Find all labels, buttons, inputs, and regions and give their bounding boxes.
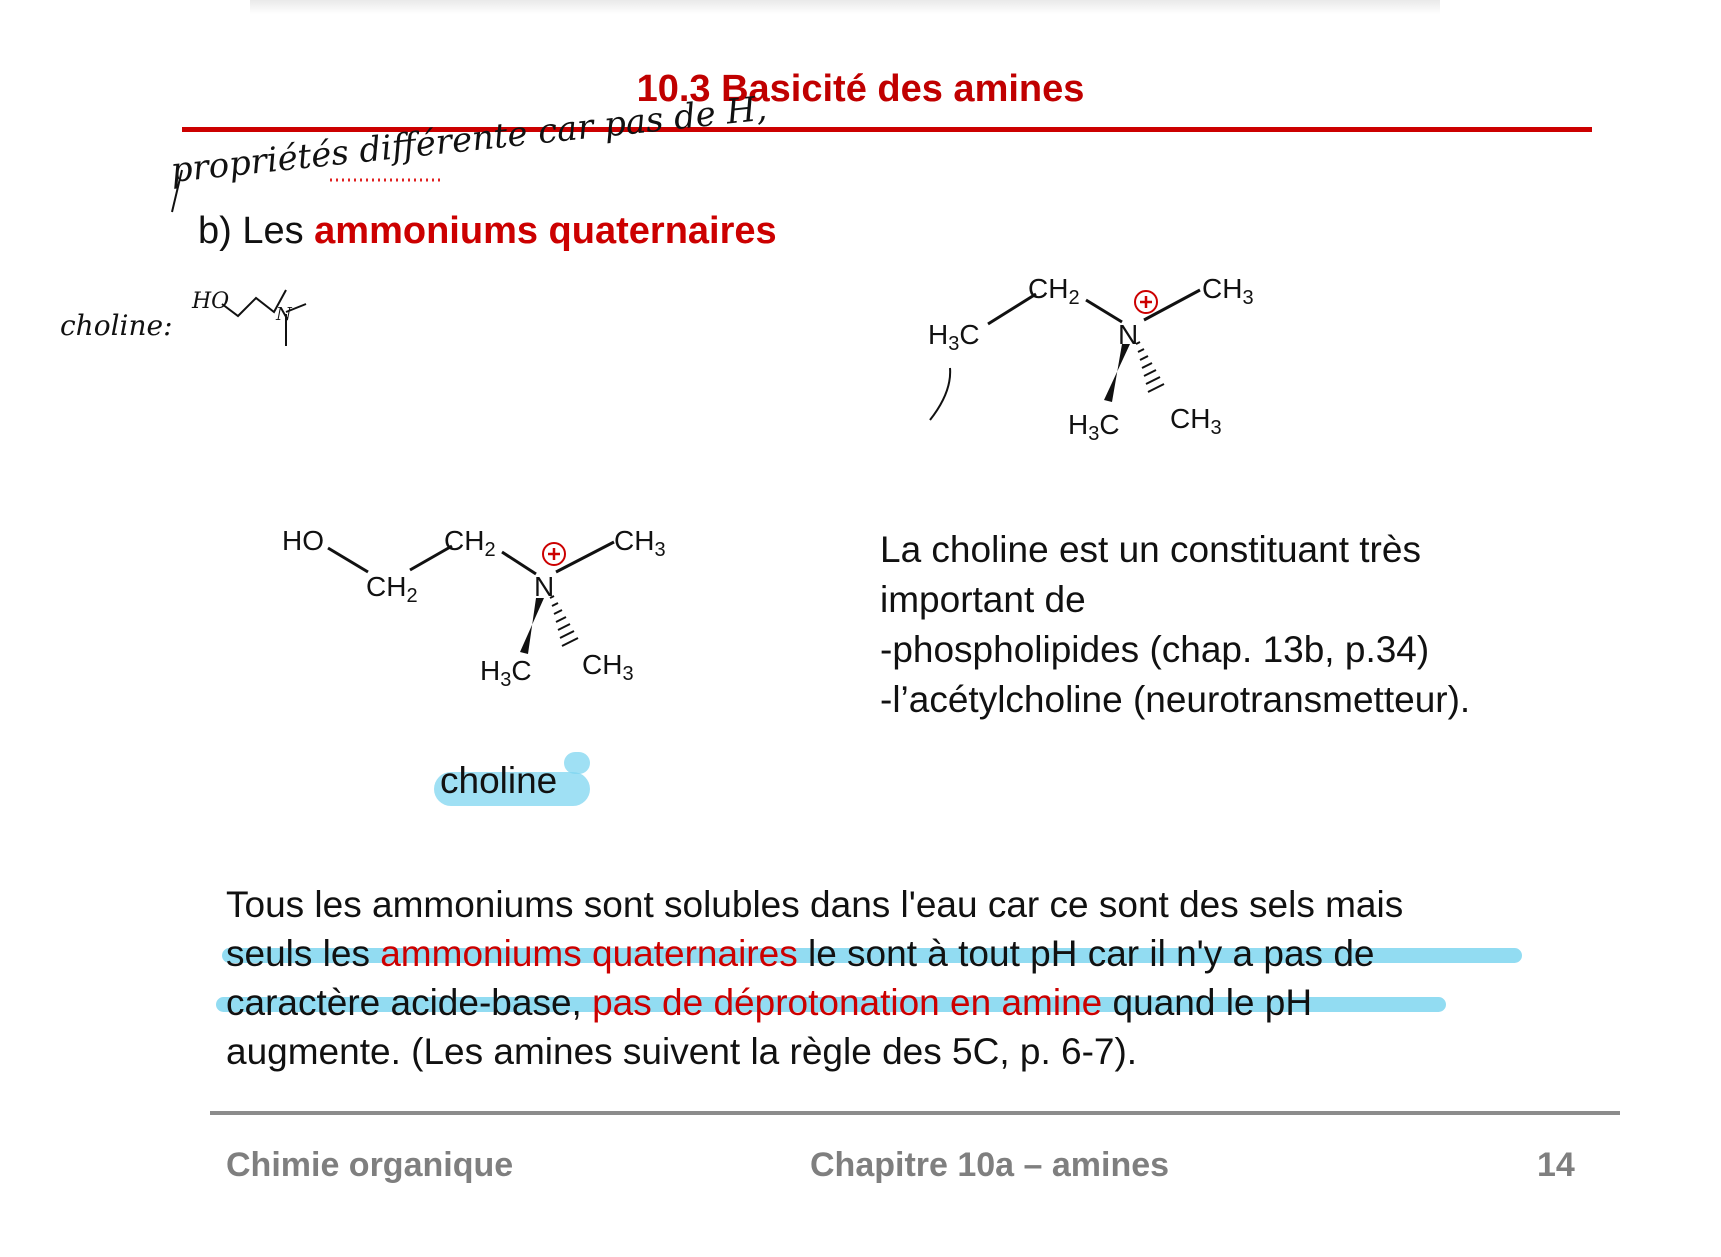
handwritten-note (160, 88, 769, 220)
choline-label: choline (440, 760, 558, 801)
svg-text:CH3: $CH_3$ (1202, 273, 1254, 309)
svg-text:N: N (276, 304, 292, 325)
svg-text:H3C: $H_3C$ (1068, 409, 1120, 445)
paragraph-line: Tous les ammoniums sont solubles dans l'eau car ce sont des sels mais (226, 884, 1404, 925)
red-emphasis: pas de déprotonation en amine (592, 982, 1103, 1023)
choline-highlight-blob (564, 752, 590, 774)
paragraph-line: augmente. (Les amines suivent la règle des 5C, p. 6-7). (226, 1031, 1138, 1072)
svg-text:CH2: $CH_2$ (1028, 273, 1080, 309)
svg-text:CH2: $CH_2$ (366, 571, 418, 607)
footer-chapter: Chapitre 10a – amines (810, 1146, 1170, 1184)
choline-structure (270, 518, 690, 708)
page-number: 14 (1537, 1146, 1575, 1184)
slide-title: 10.3 Basicité des amines (636, 68, 1085, 110)
svg-text:CH2: $CH_2$ (444, 525, 496, 561)
svg-text:H3C: $H_3C$ (480, 655, 532, 691)
footer-course: Chimie organique (226, 1146, 514, 1184)
quaternary-ammonium-structure (900, 260, 1300, 460)
svg-text:CH3: $CH_3$ (582, 649, 634, 685)
handwritten-choline-label: choline: (60, 309, 173, 342)
choline-description-line: La choline est un constituant très (880, 529, 1421, 570)
svg-text:H3C: $H_3C$ (928, 319, 980, 355)
svg-text:N: N (1118, 319, 1139, 350)
handwritten-note-text: propriétés différente car pas de H, (168, 88, 769, 191)
svg-text:CH3: $CH_3$ (614, 525, 666, 561)
red-emphasis: ammoniums quaternaires (380, 933, 798, 974)
footer-divider (210, 1111, 1620, 1115)
handwritten-choline-sketch (60, 280, 340, 360)
paragraph-line: caractère acide-base, pas de déprotonation en amine quand le pH (226, 982, 1313, 1023)
svg-text:HO: HO (282, 525, 324, 556)
solubility-paragraph (226, 880, 1403, 1076)
section-heading-prefix: b) Les (198, 210, 315, 252)
paragraph-line: seuls les ammoniums quaternaires le sont à tout pH car il n'y a pas de (226, 933, 1375, 974)
svg-text:N: N (534, 571, 555, 602)
section-heading (198, 210, 777, 253)
choline-description (880, 525, 1470, 725)
choline-description-line: important de (880, 579, 1086, 620)
handwritten-ho: HO (192, 289, 230, 314)
top-shadow (250, 0, 1440, 14)
section-heading-accent: ammoniums quaternaires (314, 210, 777, 252)
choline-description-line: -l’acétylcholine (neurotransmetteur). (880, 679, 1471, 720)
choline-description-line: -phospholipides (chap. 13b, p.34) (880, 629, 1430, 670)
svg-text:CH3: $CH_3$ (1170, 403, 1222, 439)
